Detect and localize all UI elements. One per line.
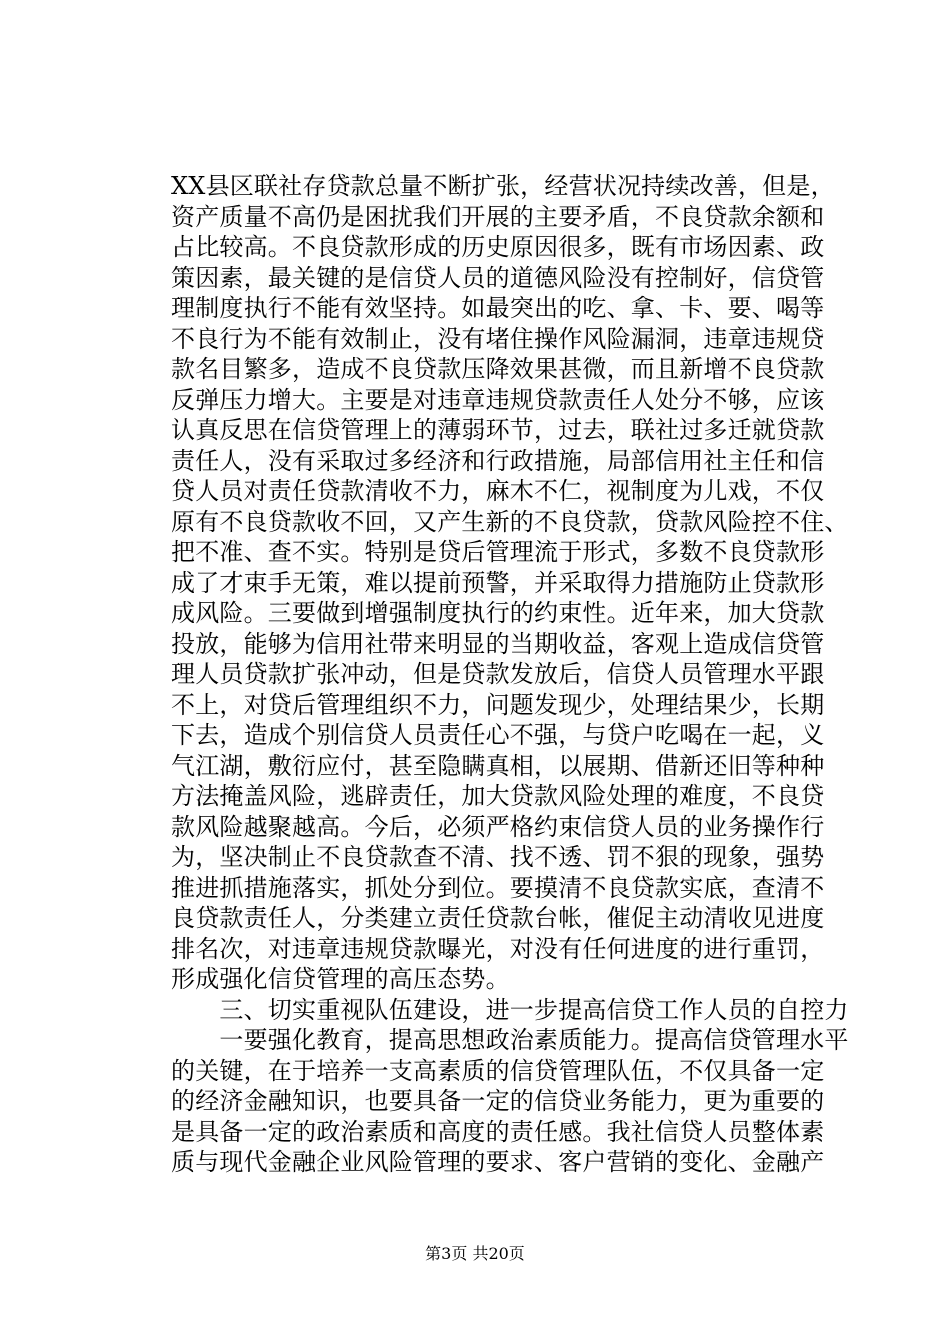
text-line: 推进抓措施落实，抓处分到位。要摸清不良贷款实底，查清不 <box>171 873 825 902</box>
text-line: 下去，造成个别信贷人员责任心不强，与贷户吃喝在一起，义 <box>171 721 825 749</box>
text-line: 方法掩盖风险，逃辟责任，加大贷款风险处理的难度，不良贷 <box>171 782 825 810</box>
text-line: 原有不良贷款收不回，又产生新的不良贷款，贷款风险控不住、 <box>171 507 849 536</box>
text-line: 一要强化教育，提高思想政治素质能力。提高信贷管理水平 <box>171 1026 849 1054</box>
text-line: 不上，对贷后管理组织不力，问题发现少，处理结果少，长期 <box>171 690 825 719</box>
text-line: 排名次，对违章违规贷款曝光，对没有任何进度的进行重罚， <box>171 934 825 963</box>
text-line: 的经济金融知识，也要具备一定的信贷业务能力，更为重要的 <box>171 1087 825 1115</box>
text-line: 质与现代金融企业风险管理的要求、客户营销的变化、金融产 <box>171 1148 825 1176</box>
page-footer <box>0 1244 950 1264</box>
text-line: 责任人，没有采取过多经济和行政措施，局部信用社主任和信 <box>171 446 825 475</box>
text-line: 形成强化信贷管理的高压态势。 <box>171 965 510 993</box>
text-line: 反弹压力增大。主要是对违章违规贷款责任人处分不够，应该 <box>171 385 825 414</box>
document-body <box>171 171 849 1178</box>
text-line: 理人员贷款扩张冲动，但是贷款发放后，信贷人员管理水平跟 <box>171 660 825 688</box>
text-line: 成风险。三要做到增强制度执行的约束性。近年来，加大贷款 <box>171 599 825 627</box>
text-line: 投放，能够为信用社带来明显的当期收益，客观上造成信贷管 <box>171 629 825 658</box>
text-line: 款名目繁多，造成不良贷款压降效果甚微，而且新增不良贷款 <box>171 355 825 383</box>
text-line: 占比较高。不良贷款形成的历史原因很多，既有市场因素、政 <box>171 233 825 261</box>
text-line: 成了才束手无策，难以提前预警，并采取得力措施防止贷款形 <box>171 568 825 597</box>
text-line: 的关键，在于培养一支高素质的信贷管理队伍，不仅具备一定 <box>171 1056 825 1085</box>
text-line: 策因素，最关键的是信贷人员的道德风险没有控制好，信贷管 <box>171 263 825 292</box>
text-line: 是具备一定的政治素质和高度的责任感。我社信贷人员整体素 <box>171 1117 825 1146</box>
text-line: 认真反思在信贷管理上的薄弱环节，过去，联社过多迁就贷款 <box>171 416 825 444</box>
text-line: 理制度执行不能有效坚持。如最突出的吃、拿、卡、要、喝等 <box>171 294 825 322</box>
text-line: 款风险越聚越高。今后，必须严格约束信贷人员的业务操作行 <box>171 812 825 841</box>
page-indicator: 第3页 共20页 <box>425 1244 525 1263</box>
text-line: XX县区联社存贷款总量不断扩张，经营状况持续改善，但是， <box>171 172 835 200</box>
text-line: 贷人员对责任贷款清收不力，麻木不仁，视制度为儿戏，不仅 <box>171 477 825 505</box>
text-line: 资产质量不高仍是困扰我们开展的主要矛盾，不良贷款余额和 <box>171 202 825 231</box>
text-line: 良贷款责任人，分类建立责任贷款台帐，催促主动清收见进度 <box>171 904 825 932</box>
text-line: 不良行为不能有效制止，没有堵住操作风险漏洞，违章违规贷 <box>171 324 825 353</box>
text-line: 气江湖，敷衍应付，甚至隐瞒真相，以展期、借新还旧等种种 <box>171 751 825 780</box>
text-line: 把不准、查不实。特别是贷后管理流于形式，多数不良贷款形 <box>171 538 825 566</box>
section-heading: 三、切实重视队伍建设，进一步提高信贷工作人员的自控力 <box>171 995 849 1024</box>
text-line: 为，坚决制止不良贷款查不清、找不透、罚不狠的现象，强势 <box>171 843 825 871</box>
